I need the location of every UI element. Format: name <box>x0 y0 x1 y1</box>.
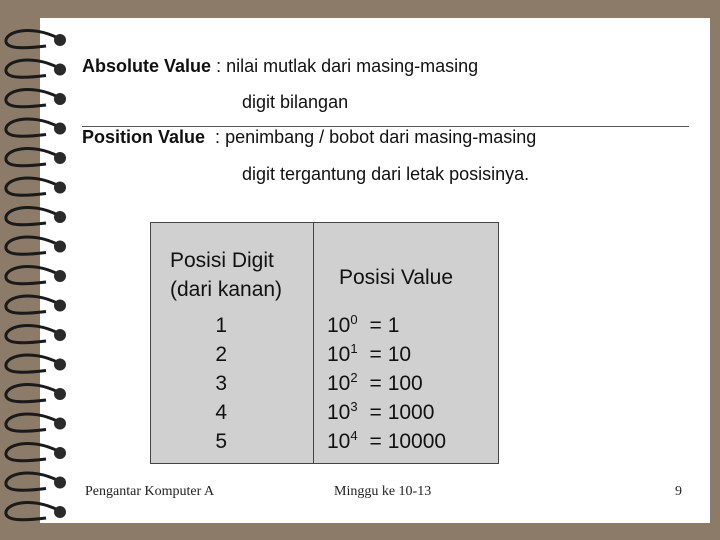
row-position-5: 5 <box>215 430 227 453</box>
row-value-4: $10^3 = 1000$ <box>327 399 435 424</box>
footer-week: Minggu ke 10-13 <box>334 484 432 499</box>
binding-hole <box>54 64 66 76</box>
absolute-value-term: Absolute Value : nilai mutlak dari masing-masing <box>82 56 479 76</box>
binding-hole <box>54 211 66 223</box>
binding-ring <box>6 296 58 313</box>
binding-hole <box>54 359 66 371</box>
binding-ring <box>6 237 58 254</box>
header-posisi-digit: Posisi Digit <box>170 249 274 272</box>
binding-hole <box>54 329 66 341</box>
row-value-3: $10^2 = 100$ <box>327 370 423 395</box>
position-definition-line2: digit tergantung dari letak posisinya. <box>242 164 530 184</box>
binding-hole <box>54 388 66 400</box>
binding-hole <box>54 477 66 489</box>
binding-ring <box>6 207 58 224</box>
binding-hole <box>54 182 66 194</box>
absolute-definition-line1: nilai mutlak dari masing-masing <box>226 56 479 76</box>
row-position-4: 4 <box>215 401 227 424</box>
binding-ring <box>6 355 58 372</box>
position-table <box>150 222 499 464</box>
binding-ring <box>6 443 58 460</box>
binding-ring <box>6 502 58 519</box>
binding-ring <box>6 325 58 342</box>
binding-hole <box>54 34 66 46</box>
row-position-1: 1 <box>215 314 227 337</box>
binding-ring <box>6 414 58 431</box>
position-value-term: Position Value : penimbang / bobot dari masing-masing <box>82 127 537 147</box>
position-definition-line1: penimbang / bobot dari masing-masing <box>225 127 537 147</box>
row-value-1: $10^0 = 1$ <box>327 312 400 337</box>
binding-hole <box>54 506 66 518</box>
binding-ring <box>6 178 58 195</box>
binding-hole <box>54 300 66 312</box>
binding-ring <box>6 60 58 77</box>
absolute-separator: : <box>216 56 222 76</box>
binding-ring <box>6 266 58 283</box>
binding-ring <box>6 30 58 47</box>
absolute-definition-line2: digit bilangan <box>242 92 349 112</box>
row-position-3: 3 <box>215 372 227 395</box>
binding-ring <box>6 89 58 106</box>
binding-ring <box>6 148 58 165</box>
binding-ring <box>6 473 58 490</box>
row-value-2: $10^1 = 10$ <box>327 341 412 366</box>
binding-hole <box>54 270 66 282</box>
binding-hole <box>54 123 66 135</box>
position-separator: : <box>215 127 221 147</box>
table-column-divider <box>313 223 314 463</box>
binding-hole <box>54 447 66 459</box>
binding-hole <box>54 241 66 253</box>
binding-ring <box>6 384 58 401</box>
binding-hole <box>54 418 66 430</box>
footer-page-number: 9 <box>675 484 682 499</box>
footer-course: Pengantar Komputer A <box>85 484 215 499</box>
binding-hole <box>54 152 66 164</box>
binding-hole <box>54 93 66 105</box>
row-value-5: $10^4 = 10000$ <box>327 428 447 453</box>
spiral-binding <box>0 0 80 540</box>
row-position-2: 2 <box>215 343 227 366</box>
binding-ring <box>6 119 58 136</box>
header-posisi-value: Posisi Value <box>339 266 454 289</box>
header-dari-kanan: (dari kanan) <box>170 278 283 301</box>
